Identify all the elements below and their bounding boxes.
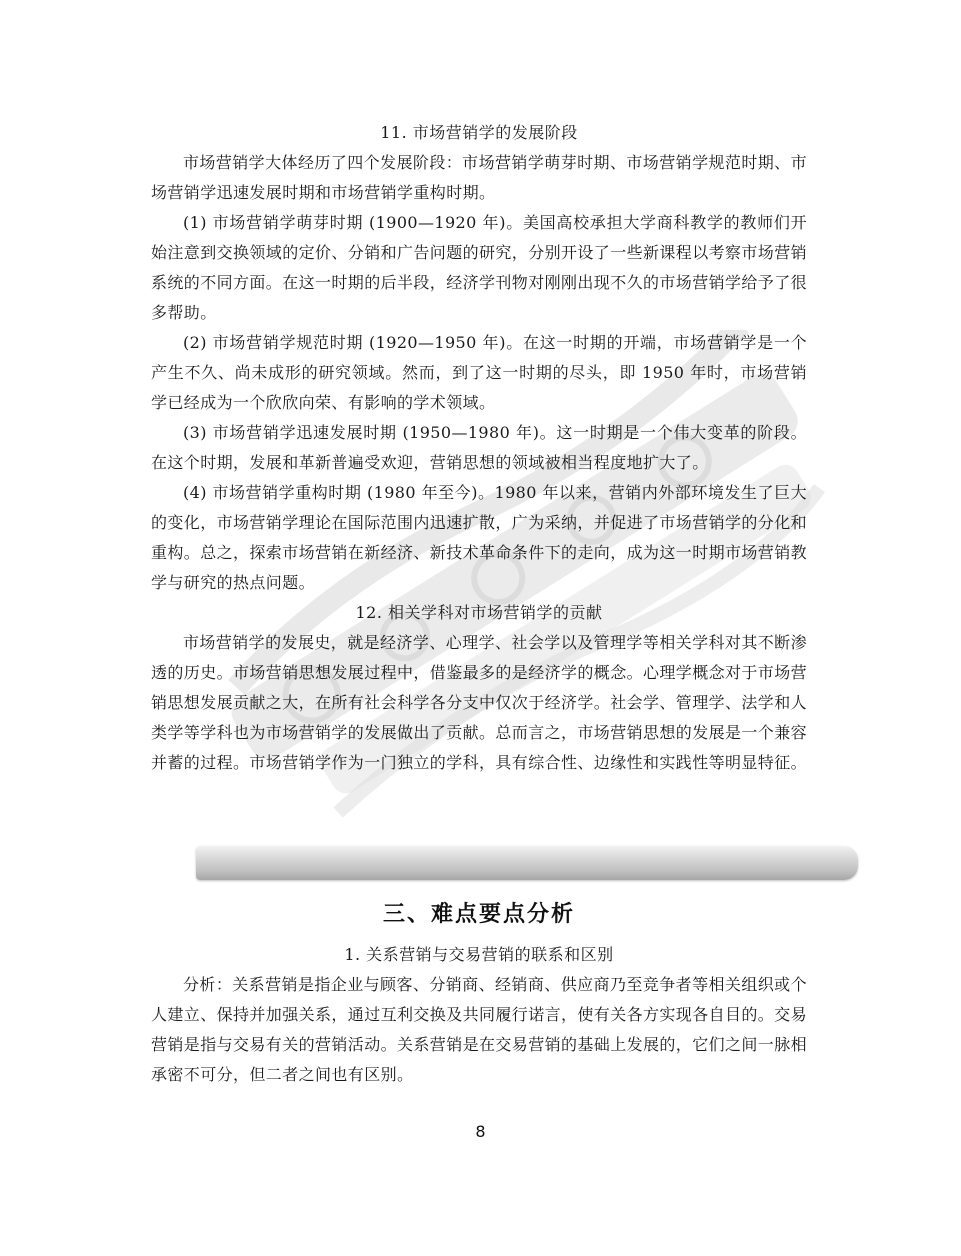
- part-3-paragraph: 分析：关系营销是指企业与顾客、分销商、经销商、供应商乃至竞争者等相关组织或个人建立、保持并加强关系，通过互利交换及共同履行诺言，使有关各方实现各自目的。交易营销是指与交易有关的营销活动。关系营销是在交易营销的基础上发展的，它们之间一脉相承密不可分，但二者之间也有区别。: [151, 975, 808, 1084]
- section-11-paragraph: (4) 市场营销学重构时期 (1980 年至今)。1980 年以来，营销内外部环境发生了巨大的变化，市场营销学理论在国际范围内迅速扩散，广为采纳，并促进了市场营销学的分化和重构。总之，探索市场营销在新经济、新技术革命条件下的走向，成为这一时期市场营销教学与研究的热点问题。: [151, 483, 808, 592]
- section-divider-bar: [196, 846, 858, 880]
- page-number: 8: [475, 1122, 486, 1141]
- part-3-subsection-title: 1. 关系营销与交易营销的联系和区别: [344, 945, 614, 964]
- part-3-content: [151, 940, 807, 1090]
- section-11-title: 11. 市场营销学的发展阶段: [380, 123, 578, 142]
- main-content: [151, 118, 807, 778]
- part-3-heading: 三、难点要点分析: [382, 902, 575, 927]
- section-11-paragraph: (3) 市场营销学迅速发展时期 (1950—1980 年)。这一时期是一个伟大变革的阶段。在这个时期，发展和革新普遍受欢迎，营销思想的领域被相当程度地扩大了。: [151, 423, 807, 472]
- section-12-paragraph: 市场营销学的发展史，就是经济学、心理学、社会学以及管理学等相关学科对其不断渗透的历史。市场营销思想发展过程中，借鉴最多的是经济学的概念。心理学概念对于市场营销思想发展贡献之大，在所有社会科学各分支中仅次于经济学。社会学、管理学、法学和人类学等学科也为市场营销学的发展做出了贡献。总而言之，市场营销思想的发展是一个兼容并蓄的过程。市场营销学作为一门独立的学科，具有综合性、边缘性和实践性等明显特征。: [151, 633, 808, 772]
- section-11-paragraph: 市场营销学大体经历了四个发展阶段：市场营销学萌芽时期、市场营销学规范时期、市场营销学迅速发展时期和市场营销学重构时期。: [151, 153, 807, 202]
- section-11-paragraph: (2) 市场营销学规范时期 (1920—1950 年)。在这一时期的开端，市场营销学是一个产生不久、尚未成形的研究领域。然而，到了这一时期的尽头，即 1950 年时，市场营销学已经成为一个欣欣向荣、有影响的学术领域。: [151, 333, 807, 412]
- section-12-title: 12. 相关学科对市场营销学的贡献: [355, 603, 603, 622]
- section-11-paragraph: (1) 市场营销学萌芽时期 (1900—1920 年)。美国高校承担大学商科教学的教师们开始注意到交换领域的定价、分销和广告问题的研究，分别开设了一些新课程以考察市场营销系统的不同方面。在这一时期的后半段，经济学刊物对刚刚出现不久的市场营销学给予了很多帮助。: [151, 213, 808, 322]
